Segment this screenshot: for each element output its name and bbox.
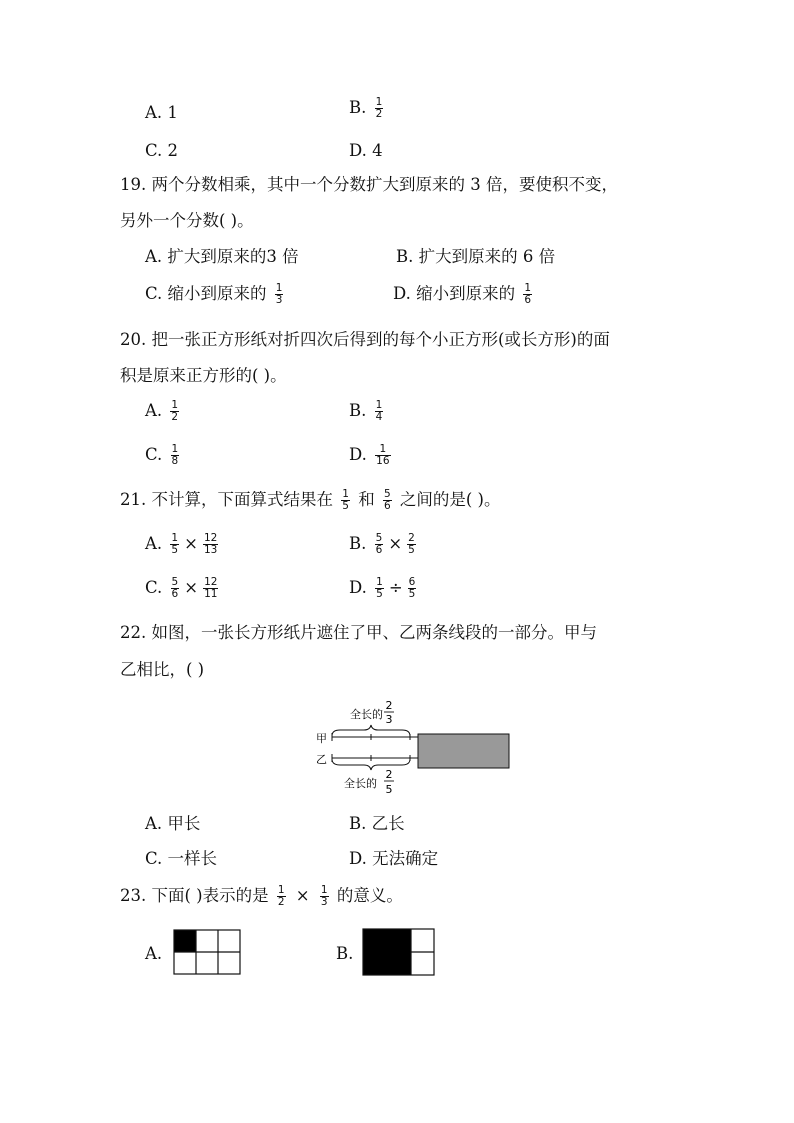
fraction: $\frac{5}{6}$ — [171, 576, 179, 601]
top-fraction-numerator: 2 — [385, 699, 393, 712]
label-jia: 甲 — [316, 732, 327, 745]
q23-stem: 23. 下面( )表示的是 $\frac{1}{2}$ × $\frac{1}{3}$ 的意义。 — [120, 884, 403, 909]
fraction: $\frac{1}{3}$ — [275, 282, 283, 307]
q23-option-b[interactable]: B. — [336, 944, 354, 963]
q20-option-b[interactable]: B. $\frac{1}{4}$ — [349, 399, 383, 424]
q19-option-d[interactable]: D. 缩小到原来的 $\frac{1}{6}$ — [393, 282, 532, 307]
fraction: $\frac{1}{2}$ — [277, 884, 285, 909]
shaded-cell — [363, 929, 411, 975]
bottom-caption: 全长的 — [344, 777, 377, 790]
q22-stem-line2: 乙相比，( ) — [120, 660, 205, 679]
label-yi: 乙 — [316, 753, 327, 766]
q20-option-c[interactable]: C. $\frac{1}{8}$ — [145, 443, 179, 468]
q21-option-c[interactable]: C. $\frac{5}{6}$ × $\frac{12}{11}$ — [145, 576, 218, 601]
fraction: $\frac{1}{5}$ — [342, 488, 349, 513]
q19-stem-line2: 另外一个分数( )。 — [120, 211, 254, 230]
q18-option-d[interactable]: D. 4 — [349, 141, 383, 160]
q20-stem-line1: 20. 把一张正方形纸对折四次后得到的每个小正方形(或长方形)的面 — [120, 330, 610, 349]
q22-option-b[interactable]: B. 乙长 — [349, 814, 405, 833]
q18-option-c[interactable]: C. 2 — [145, 141, 179, 160]
q23-option-a[interactable]: A. — [145, 944, 163, 963]
q19-option-a[interactable]: A. 扩大到原来的3 倍 — [145, 247, 299, 266]
q21-option-b[interactable]: B. $\frac{5}{6}$ × $\frac{2}{5}$ — [349, 532, 415, 557]
fraction: $\frac{5}{6}$ — [383, 488, 391, 513]
q22-option-d[interactable]: D. 无法确定 — [349, 849, 439, 868]
q21-stem: 21. 不计算，下面算式结果在 $\frac{1}{5}$ 和 $\frac{5}{6}$ 之间的是( )。 — [120, 488, 501, 513]
fraction: $\frac{1}{2}$ — [375, 96, 383, 121]
q20-stem-line2: 积是原来正方形的( )。 — [120, 366, 287, 385]
cover-paper — [418, 734, 509, 768]
q21-option-d[interactable]: D. $\frac{1}{5}$ ÷ $\frac{6}{5}$ — [349, 576, 416, 601]
q22-option-c[interactable]: C. 一样长 — [145, 849, 218, 868]
top-fraction-denominator: 3 — [385, 713, 393, 726]
bottom-fraction-numerator: 2 — [385, 768, 393, 781]
fraction: $\frac{1}{3}$ — [320, 884, 328, 909]
fraction: $\frac{1}{5}$ — [376, 576, 383, 601]
q18-option-a[interactable]: A. 1 — [145, 103, 178, 122]
q19-option-c[interactable]: C. 缩小到原来的 $\frac{1}{3}$ — [145, 282, 283, 307]
q23-grid-a — [173, 929, 243, 975]
q18-option-b[interactable]: B. $\frac{1}{2}$ — [349, 96, 383, 121]
bottom-fraction-denominator: 5 — [385, 783, 393, 796]
fraction: $\frac{1}{16}$ — [376, 443, 390, 468]
fraction: $\frac{1}{8}$ — [171, 443, 179, 468]
q22-stem-line1: 22. 如图，一张长方形纸片遮住了甲、乙两条线段的一部分。甲与 — [120, 623, 597, 642]
fraction: $\frac{6}{5}$ — [408, 576, 416, 601]
shaded-cell — [174, 930, 196, 952]
fraction: $\frac{1}{4}$ — [375, 399, 383, 424]
fraction: $\frac{1}{2}$ — [171, 399, 179, 424]
fraction: $\frac{1}{6}$ — [524, 282, 532, 307]
q19-option-b[interactable]: B. 扩大到原来的 6 倍 — [396, 247, 556, 266]
q20-option-d[interactable]: D. $\frac{1}{16}$ — [349, 443, 390, 468]
fraction: $\frac{1}{5}$ — [171, 532, 179, 557]
fraction: $\frac{12}{11}$ — [204, 576, 218, 601]
q19-stem-line1: 19. 两个分数相乘，其中一个分数扩大到原来的 3 倍，要使积不变， — [120, 175, 618, 194]
fraction: $\frac{12}{13}$ — [203, 532, 218, 557]
q22-option-a[interactable]: A. 甲长 — [145, 814, 201, 833]
q21-option-a[interactable]: A. $\frac{1}{5}$ × $\frac{12}{13}$ — [145, 532, 218, 557]
segments-figure — [300, 694, 530, 806]
q20-option-a[interactable]: A. $\frac{1}{2}$ — [145, 399, 179, 424]
fraction: $\frac{5}{6}$ — [375, 532, 383, 557]
top-caption: 全长的 — [350, 708, 383, 721]
fraction: $\frac{2}{5}$ — [408, 532, 415, 557]
q23-grid-b — [362, 928, 436, 976]
